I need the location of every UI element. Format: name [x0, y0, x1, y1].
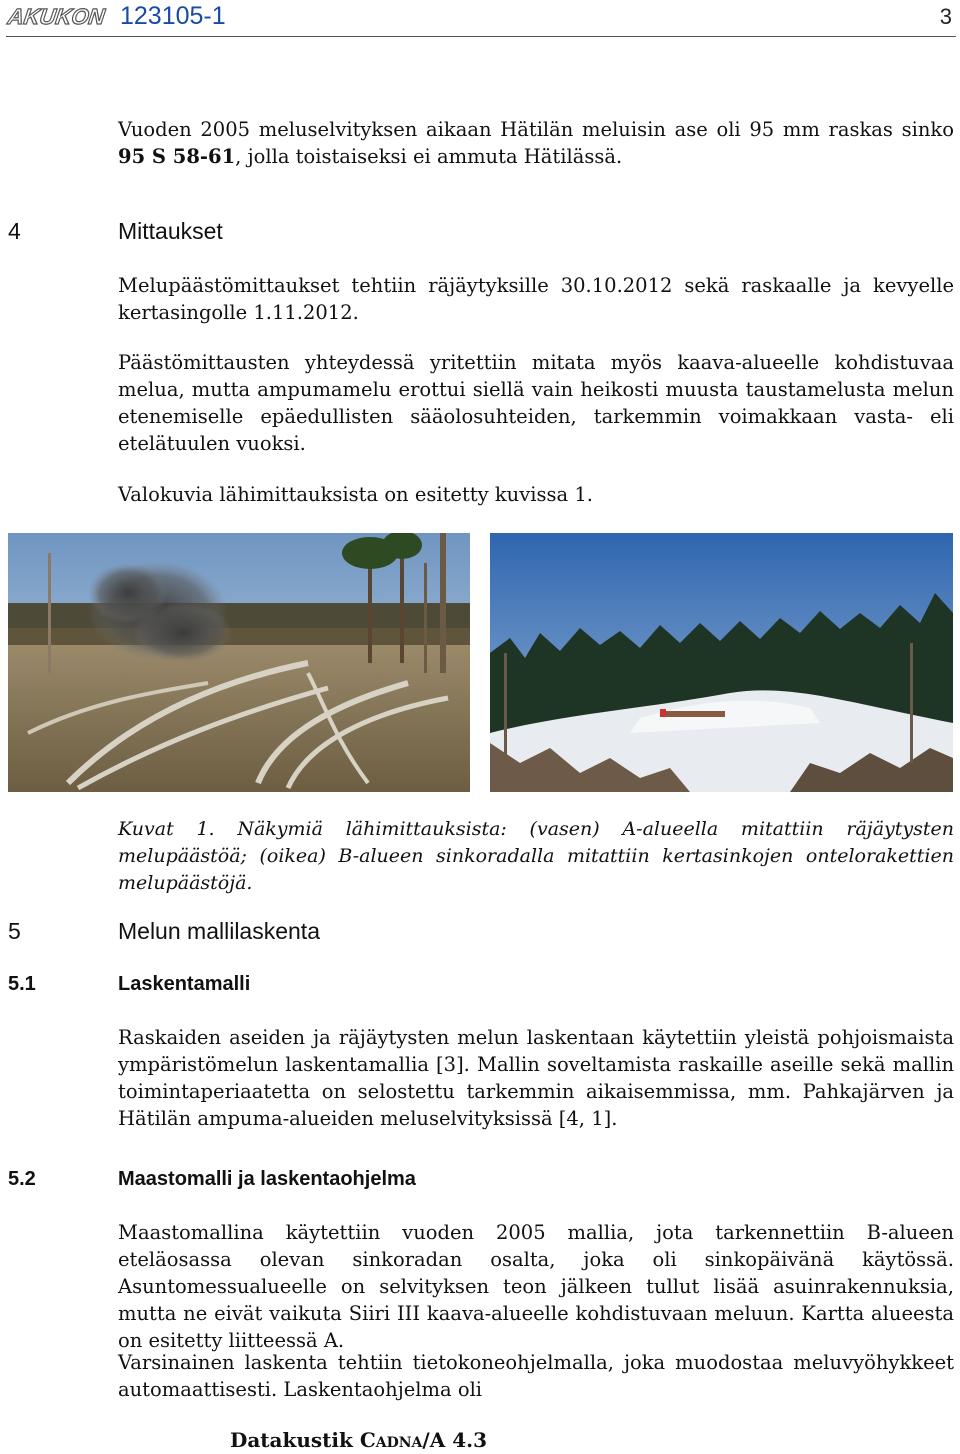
- section-4-number: 4: [8, 218, 21, 244]
- section-5-number: 5: [8, 918, 21, 944]
- section-5-1-title: Laskentamalli: [118, 973, 251, 995]
- software-vendor: Datakustik: [230, 1428, 360, 1452]
- section-5-2-paragraph-1: Maastomallina käytettiin vuoden 2005 mallia, jota tarkennettiin B-alueen eteläosassa olevan sinkoradan osalta, joka oli sinkopäivänä käytössä. Asuntomessualueelle on selvityksen teon jälkeen tullut lisää asuinrakennuksia, mutta ne eivät vaikuta Siiri III kaava-alueelle kohdistuvaan meluun. Kartta alueesta on esitetty liitteessä A.: [118, 1221, 954, 1352]
- software-product: Cadna: [359, 1428, 423, 1452]
- section-5-2-number: 5.2: [8, 1168, 36, 1190]
- section-5-2-title: Maastomalli ja laskentaohjelma: [118, 1168, 416, 1190]
- section-4-paragraph-1: Melupäästömittaukset tehtiin räjäytyksille 30.10.2012 sekä raskaalle ja kevyelle kertasingolle 1.11.2012.: [118, 274, 954, 324]
- photo-rocket-range-b-area: [490, 533, 953, 792]
- section-4-paragraph-3: Valokuvia lähimittauksista on esitetty kuvissa 1.: [118, 483, 593, 506]
- intro-text: Vuoden 2005 meluselvityksen aikaan Hätilän meluisin ase oli 95 mm raskas sinko: [118, 118, 954, 141]
- figure-caption: Kuvat 1. Näkymiä lähimittauksista: (vasen) A-alueella mitattiin räjäytysten melupäästöä; (oikea) B-alueen sinkoradalla mitattiin kertasinkojen ontelorakettien melupäästöjä.: [118, 818, 954, 894]
- section-5-1-number: 5.1: [8, 973, 36, 995]
- section-5-2-paragraph-2: Varsinainen laskenta tehtiin tietokoneohjelmalla, joka muodostaa meluvyöhykkeet automaattisesti. Laskentaohjelma oli: [118, 1351, 954, 1401]
- intro-text-end: , jolla toistaiseksi ei ammuta Hätilässä.: [235, 145, 623, 168]
- section-4-paragraph-2: Päästömittausten yhteydessä yritettiin mitata myös kaava-alueelle kohdistuvaa melua, mutta ampumamelu erottui siellä vain heikosti muusta taustamelusta melun etenemiselle epäedullisten sääolosuhteiden, tarkemmin voimakkaan vasta- eli etelätuulen vuoksi.: [118, 351, 954, 455]
- document-number: 123105-1: [120, 2, 226, 30]
- photo-explosion-a-area: [8, 533, 470, 792]
- page-number: 3: [939, 4, 952, 29]
- section-5-1-paragraph: Raskaiden aseiden ja räjäytysten melun laskentaan käytettiin yleistä pohjoismaista ympäristömelun laskentamallia [3]. Mallin soveltamista raskaille aseille sekä mallin toimintaperiaatetta on selostettu tarkemmin aikaisemmissa, mm. Pahkajärven ja Hätilän ampuma-alueiden meluselvityksissä [4, 1].: [118, 1026, 954, 1130]
- software-version: /A 4.3: [422, 1428, 488, 1452]
- header-divider: [6, 36, 956, 37]
- section-5-title: Melun mallilaskenta: [118, 918, 320, 944]
- software-name: [230, 1428, 487, 1452]
- company-logo: AKUKON: [6, 4, 107, 29]
- weapon-designation: 95 S 58-61: [118, 145, 236, 168]
- intro-paragraph: [118, 116, 954, 170]
- section-4-title: Mittaukset: [118, 218, 223, 244]
